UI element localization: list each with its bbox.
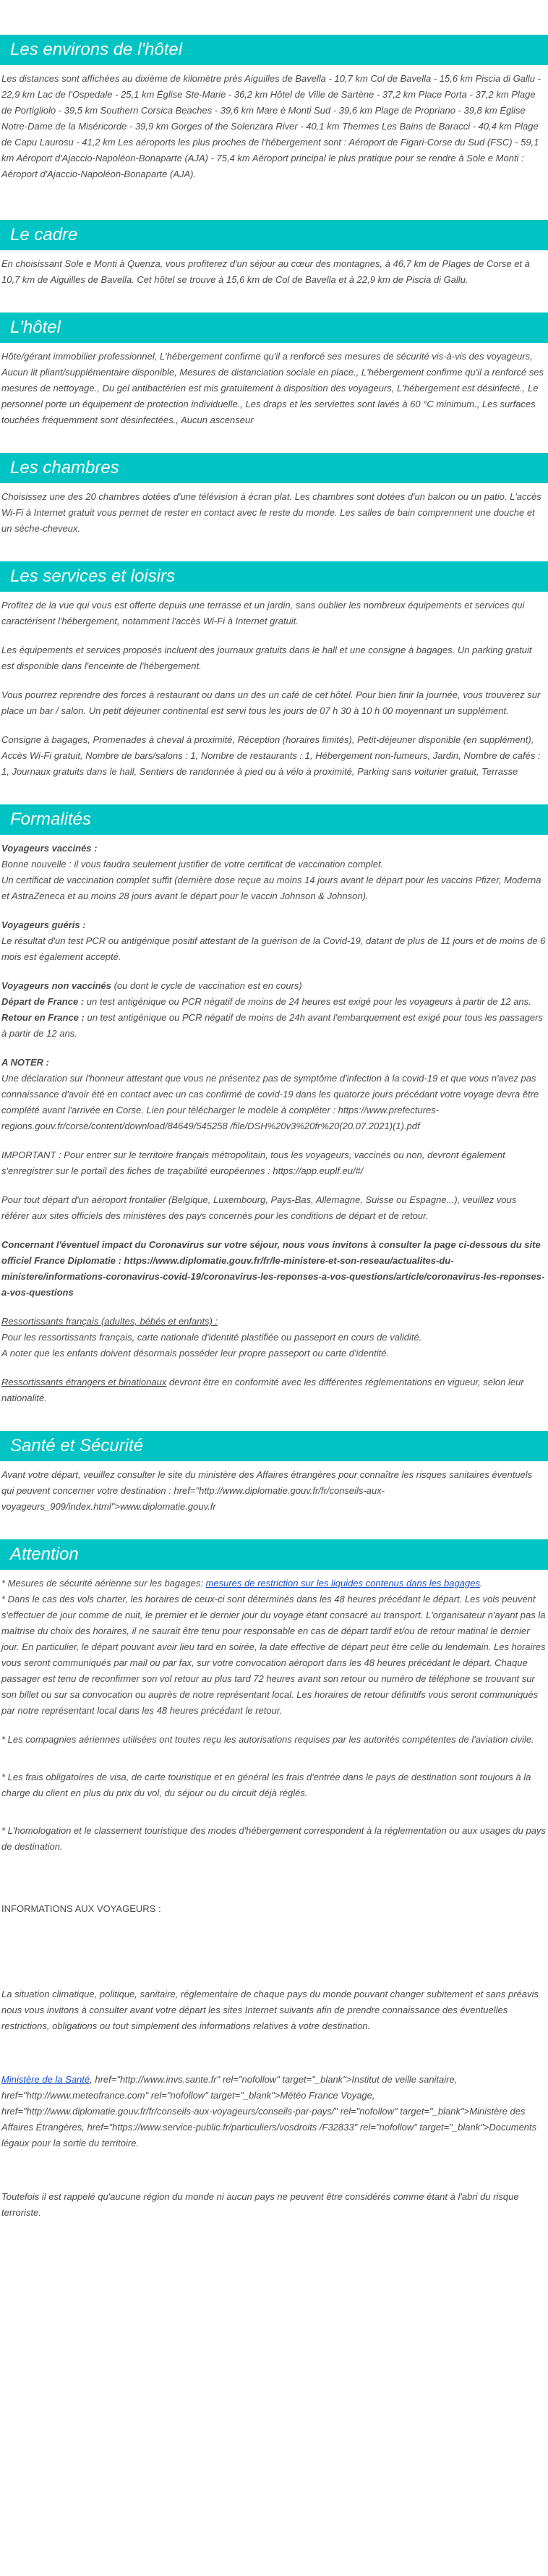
ressortissants-fr-heading: Ressortissants français (adultes, bébés et enfants) : bbox=[1, 1316, 218, 1327]
section-title-services: Les services et loisirs bbox=[0, 561, 548, 592]
gueris-text: Le résultat d'un test PCR ou antigénique positif attestant de la guérison de la Covid-19, datant de plus de 11 jours et de moins de 6 mois est également accepté. bbox=[1, 935, 546, 962]
section-attention bbox=[0, 1539, 548, 2221]
section-environs bbox=[0, 35, 548, 182]
links-text: , href="http://www.invs.sante.fr" rel="nofollow" target="_blank">Institut de veille sanitaire, href="http://www.meteofrance.com" rel="nofollow" target="_blank">Météo France Voyage, href="http://www.diplomatie.gouv.fr/fr/conseils-aux-voyageurs/conseils-par-pays/" rel="nofollow" target="_blank">Ministère des Affaires Étrangères, href="https://www.service-public.fr/particuliers/vosdroits /F32833" rel="nofollow" target="_blank">Documents légaux pour la sortie du territoire. bbox=[1, 2074, 537, 2148]
environs-text: Les distances sont affichées au dixième de kilomètre près Aiguilles de Bavella - 10,7 km Col de Bavella - 15,6 km Piscia di Gallu - 22,9 km Lac de l'Ospedale - 25,1 km Église Ste-Marie - 36,2 km Hôtel de Ville de Sartène - 37,2 km Place Porta - 37,2 km Plage de Portigliolo - 39,5 km Southern Corsica Beaches - 39,6 km Mare è Monti Sud - 39,6 km Plage de Propriano - 39,8 km Église Notre-Dame de la Miséricorde - 39,9 km Gorges of the Solenzara River - 40,1 km Thermes Les Bains de Baracci - 40,4 km Plage de Capu Laurosu - 41,2 km Les aéroports les plus proches de l'hébergement sont : Aéroport de Figari-Corse du Sud (FSC) - 59,1 km Aéroport d'Ajaccio-Napoléon-Bonaparte (AJA) - 75,4 km Aéroport principal le plus pratique pour se rendre à Sole e Monti : Aéroport d'Ajaccio-Napoléon-Bonaparte (AJA). bbox=[1, 73, 541, 179]
attention-p2: * Dans le cas des vols charter, les horaires de ceux-ci sont déterminés dans les 48 heures précédant le départ. Les vols peuvent s'effectuer de jour comme de nuit, le premier et le dernier jour du voyage étant consacré au transport. L'organisateur n'ayant pas la maîtrise du choix des horaires, il ne saurait être tenu pour responsable en cas de départ tardif et/ou de retour matinal le dernier jour. En particulier, le départ pouvant avoir lieu tard en soirée, la date effective de départ peut être celle du lendemain. Les horaires vous seront communiqués par mail ou par fax, sur votre convocation aéroport dans les 48 heures précédant le départ. Chaque passager est tenu de reconfirmer son vol retour au plus tard 72 heures avant son retour ou numéro de téléphone se trouvant sur son billet ou sur sa convocation ou auprès de notre représentant local. Les horaires de retour définitifs vous seront communiqués par notre représentant local dans les 48 heures précédant le retour. bbox=[1, 1594, 546, 1716]
ressortissants-fr-line-2: A noter que les enfants doivent désormais posséder leur propre passeport ou carte d'identité. bbox=[1, 1348, 390, 1359]
gueris-heading: Voyageurs guéris : bbox=[1, 919, 86, 930]
concernant-text: Concernant l'éventuel impact du Coronavirus sur votre séjour, nous vous invitons à consulter la page ci-dessous du site officiel France Diplomatie : https://www.diplomatie.gouv.fr/fr/le-ministere-et-son-reseau/actualites-du-ministere/informations-coronavirus-covid-19/coronavirus-les-reponses-a-vos-questions/article/coronavirus-les-reponses-a-vos-questions bbox=[1, 1239, 545, 1298]
section-title-sante: Santé et Sécurité bbox=[0, 1431, 548, 1461]
note-block bbox=[1, 1055, 547, 1134]
section-chambres bbox=[0, 453, 548, 537]
non-vaccines-heading: Voyageurs non vaccinés bbox=[1, 980, 111, 991]
situation-line-1: La situation climatique, politique, sanitaire, réglementaire de chaque pays du monde pouvant changer subitement et sans préavis bbox=[1, 1989, 539, 1999]
services-p4: Consigne à bagages, Promenades à cheval à proximité, Réception (horaires limités), Petit-déjeuner disponible (en supplément), Accès Wi-Fi gratuit, Nombre de bars/salons : 1, Nombre de restaurants : 1, Hébergement non-fumeurs, Jardin, Nombre de cafés : 1, Journaux gratuits dans le hall, Sentiers de randonnée à pied ou à vélo à proximité, Parking sans voiturier gratuit, Terrasse bbox=[1, 734, 541, 777]
vaccines-heading: Voyageurs vaccinés : bbox=[1, 843, 98, 854]
attention-p5: * L'homologation et le classement touristique des modes d'hébergement correspondent à la réglementation ou aux usages du pays de destination. bbox=[1, 1825, 546, 1852]
vaccines-line-2: Un certificat de vaccination complet suffit (dernière dose reçue au moins 14 jours avant le départ pour les vaccins Pfizer, Moderna et AstraZeneca et au moins 28 jours avant le départ pour le vaccin Johnson & Johnson). bbox=[1, 875, 541, 901]
services-p1: Profitez de la vue qui vous est offerte depuis une terrasse et un jardin, sans oublier les nombreux équipements et services qui caractérisent l'hébergement, notamment l'accès Wi-Fi à Internet gratuit. bbox=[1, 600, 525, 626]
attention-p4: * Les frais obligatoires de visa, de carte touristique et en général les frais d'entrée dans le pays de destination sont toujours à la charge du client en plus du prix du vol, du séjour ou du circuit déjà réglés. bbox=[1, 1772, 531, 1798]
section-title-chambres: Les chambres bbox=[0, 453, 548, 483]
retour-heading: Retour en France : bbox=[1, 1012, 85, 1023]
ressortissants-fr-block bbox=[1, 1314, 547, 1361]
important-text: IMPORTANT : Pour entrer sur le territoire français métropolitain, tous les voyageurs, vaccinés ou non, devront également s'enregistrer sur le portail des fiches de traçabilité européennes : https://app.euplf.eu/#/ bbox=[1, 1149, 505, 1176]
liquids-restriction-link[interactable]: mesures de restriction sur les liquides contenus dans les bagages bbox=[205, 1578, 480, 1589]
sante-text: Avant votre départ, veuillez consulter le site du ministère des Affaires étrangères pour connaître les risques sanitaires éventuels qui peuvent concerner votre destination : href="http://www.diplomatie.gouv.fr/fr/conseils-aux-voyageurs_909/index.html">www.diplomatie.gouv.fr bbox=[1, 1469, 533, 1512]
section-title-cadre: Le cadre bbox=[0, 220, 548, 250]
vaccines-block bbox=[1, 841, 547, 904]
info-voyageurs-heading: INFORMATIONS AUX VOYAGEURS : bbox=[1, 1903, 161, 1914]
situation-line-2: nous vous invitons à consulter avant votre départ les sites Internet suivants afin de prendre connaissance des éventuelles restrictions, obligations ou tout simplement des informations relatives à votre destination. bbox=[1, 2005, 508, 2031]
section-services bbox=[0, 561, 548, 780]
section-cadre bbox=[0, 220, 548, 288]
pour-tout-text: Pour tout départ d'un aéroport frontalier (Belgique, Luxembourg, Pays-Bas, Allemagne, Suisse ou Espagne...), veuillez vous référer aux sites officiels des ministères des pays concernés pour les conditions de départ et de retour. bbox=[1, 1194, 517, 1221]
attention-p1 bbox=[1, 1576, 547, 1591]
situation-block bbox=[1, 1986, 547, 2034]
non-vaccines-note: (ou dont le cycle de vaccination est en cours) bbox=[111, 980, 302, 991]
non-vaccines-block bbox=[1, 978, 547, 1042]
ressortissants-et-text: devront être en conformité avec les différentes réglementations en vigueur, selon leur nationalité. bbox=[1, 1377, 524, 1403]
services-p3: Vous pourrez reprendre des forces à restaurant ou dans un des un café de cet hôtel. Pour bien finir la journée, vous trouverez sur place un bar / salon. Un petit déjeuner continental est servi tous les jours de 07 h 30 à 10 h 00 moyennant un supplément. bbox=[1, 689, 541, 716]
attention-p3: * Les compagnies aériennes utilisées ont toutes reçu les autorisations requises par les autorités compétentes de l'aviation civile. bbox=[1, 1734, 534, 1745]
depart-heading: Départ de France : bbox=[1, 996, 85, 1007]
services-p2: Les équipements et services proposés incluent des journaux gratuits dans le hall et une consigne à bagages. Un parking gratuit est disponible dans l'enceinte de l'hébergement. bbox=[1, 645, 532, 671]
cadre-text: En choisissant Sole e Monti à Quenza, vous profiterez d'un séjour au cœur des montagnes, à 46,7 km de Plages de Corse et à 10,7 km de Aiguilles de Bavella. Cet hôtel se trouve à 15,6 km de Col de Bavella et à 22,9 km de Piscia di Gallu. bbox=[1, 258, 530, 285]
retour-text: un test antigénique ou PCR négatif de moins de 24h avant l'embarquement est exigé pour tous les passagers à partir de 12 ans. bbox=[1, 1012, 543, 1039]
ressortissants-et-heading: Ressortissants étrangers et binationaux bbox=[1, 1377, 167, 1387]
section-formalites bbox=[0, 804, 548, 1406]
section-title-attention: Attention bbox=[0, 1539, 548, 1570]
vaccines-line-1: Bonne nouvelle : il vous faudra seulement justifier de votre certificat de vaccination complet. bbox=[1, 859, 384, 870]
section-title-hotel: L'hôtel bbox=[0, 313, 548, 343]
section-title-formalites: Formalités bbox=[0, 804, 548, 835]
links-block bbox=[1, 2072, 547, 2151]
ressortissants-fr-line-1: Pour les ressortissants français, carte nationale d'identité plastifiée ou passeport en cours de validité. bbox=[1, 1332, 422, 1343]
chambres-text: Choisissez une des 20 chambres dotées d'une télévision à écran plat. Les chambres sont dotées d'un balcon ou un patio. L'accès Wi-Fi à Internet gratuit vous permet de rester en contact avec le reste du monde. Les salles de bain comprennent une douche et un sèche-cheveux. bbox=[1, 491, 541, 534]
depart-text: un test antigénique ou PCR négatif de moins de 24 heures est exigé pour les voyageurs à partir de 12 ans. bbox=[84, 996, 531, 1007]
section-sante bbox=[0, 1431, 548, 1515]
note-text: Une déclaration sur l'honneur attestant que vous ne présentez pas de symptôme d'infection à la covid-19 et que vous n'avez pas connaissance d'avoir été en contact avec un cas confirmé de covid-19 dans les quatorze jours précédant votre voyage devra être complété avant l'arrivée en Corse. Lien pour télécharger le modèle à compléter : https://www.prefectures-regions.gouv.fr/corse/content/download/84649/545258 /file/DSH%20v3%20fr%20(20.07.2021)(1).pdf bbox=[1, 1073, 539, 1131]
attention-p1-prefix: * Mesures de sécurité aérienne sur les bagages: bbox=[1, 1578, 206, 1589]
note-heading: A NOTER : bbox=[1, 1057, 49, 1068]
ressortissants-et-block bbox=[1, 1374, 547, 1406]
ministere-sante-link[interactable]: Ministère de la Santé bbox=[1, 2074, 90, 2085]
gueris-block bbox=[1, 917, 547, 965]
section-title-environs: Les environs de l'hôtel bbox=[0, 35, 548, 65]
attention-p1-suffix: . bbox=[479, 1578, 483, 1589]
final-text: Toutefois il est rappelé qu'aucune région du monde ni aucun pays ne peuvent être considérés comme étant à l'abri du risque terroriste. bbox=[1, 2191, 519, 2218]
section-hotel bbox=[0, 313, 548, 428]
hotel-text: Hôte/gérant immobilier professionnel, L'hébergement confirme qu'il a renforcé ses mesures de sécurité vis-à-vis des voyageurs, Aucun lit pliant/supplémentaire disponible, Mesures de distanciation sociale en place., L'hébergement confirme qu'il a renforcé ses mesures de nettoyage., Du gel antibactérien est mis gratuitement à disposition des voyageurs, L'hébergement est désinfecté., Le personnel porte un équipement de protection individuelle., Les draps et les serviettes sont lavés à 60 °C minimum., Les surfaces touchées fréquemment sont désinfectées., Aucun ascenseur bbox=[1, 351, 544, 425]
